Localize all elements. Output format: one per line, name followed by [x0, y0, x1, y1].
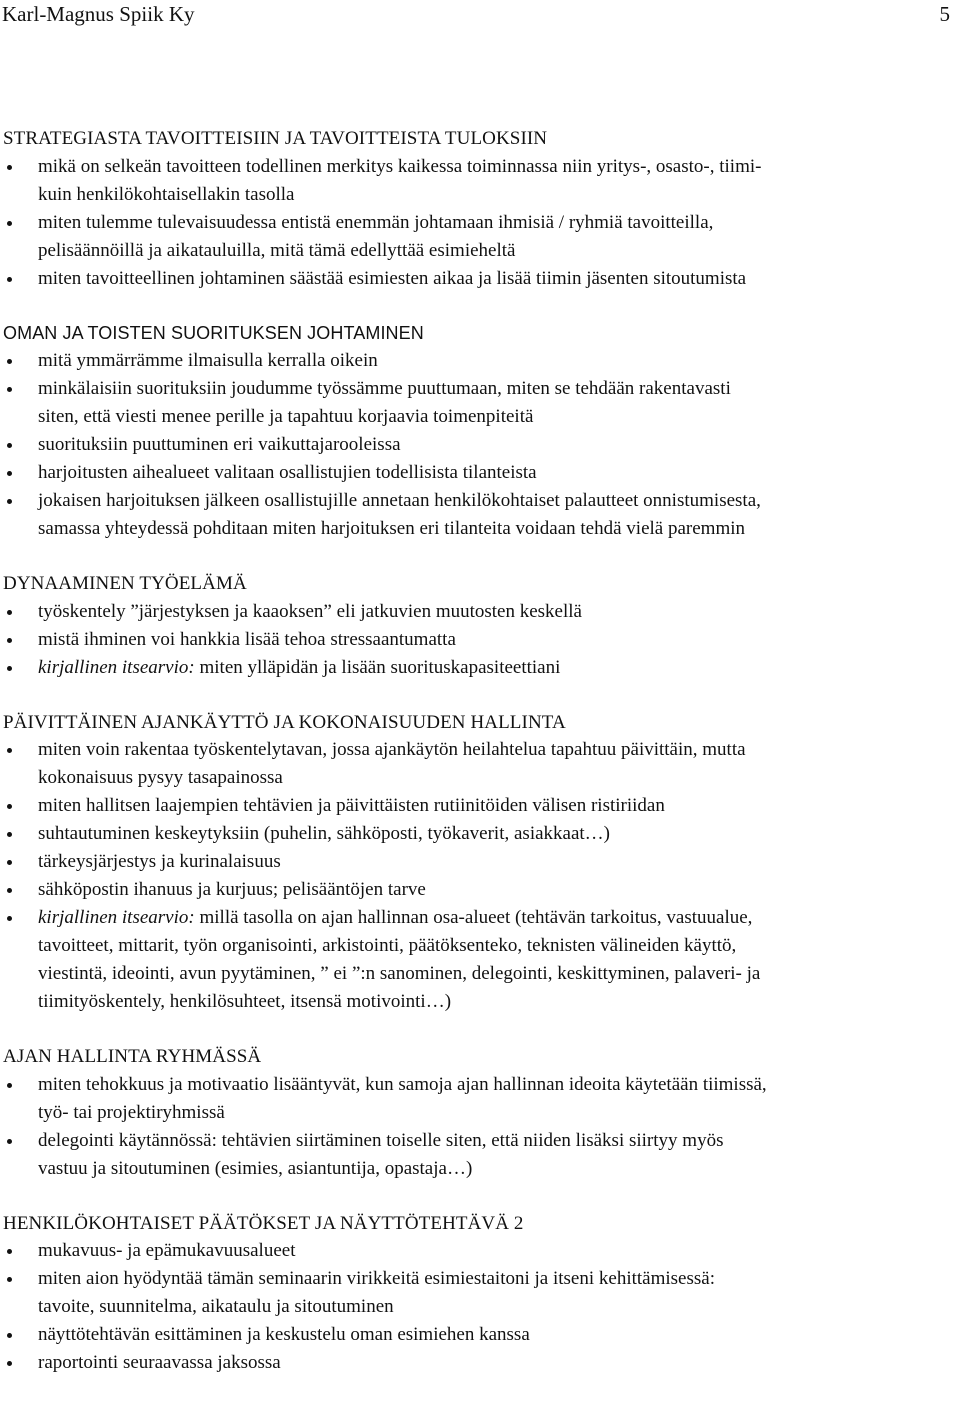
list-item: [0, 1321, 950, 1349]
item-text-line: miten ylläpidän ja lisään suorituskapasiteettiani: [194, 656, 561, 678]
section: [0, 709, 950, 1017]
item-text-line: suhtautuminen keskeytyksiin (puhelin, sähköposti, työkaverit, asiakkaat…): [38, 823, 611, 844]
item-text-line: tavoite, suunnitelma, aikataulu ja sitoutuminen: [38, 1296, 394, 1317]
item-text-line: viestintä, ideointi, avun pyytäminen, ” ei ”:n sanominen, delegointi, keskittyminen, palaveri- ja: [38, 963, 761, 984]
list-item: [0, 654, 950, 682]
list-item: [0, 1071, 950, 1127]
item-text-line: miten voin rakentaa työskentelytavan, jossa ajankäytön heilahtelua tapahtuu päivittäin, mutta: [38, 739, 746, 760]
list-item: [0, 431, 950, 459]
page-header: [2, 2, 950, 28]
item-text-line: delegointi käytännössä: tehtävien siirtäminen toiselle siten, että niiden lisäksi siirtyy myös: [38, 1129, 724, 1151]
italic-lead: kirjallinen itsearvio:: [38, 907, 195, 928]
item-text-line: millä tasolla on ajan hallinnan osa-alueet (tehtävän tarkoitus, vastuualue,: [194, 907, 753, 928]
list-item: [0, 209, 950, 265]
item-text-line: harjoitusten aihealueet valitaan osallistujien todellisista tilanteista: [38, 462, 537, 483]
list-item: [0, 265, 950, 293]
item-text-line: siten, että viesti menee perille ja tapahtuu korjaavia toimenpiteitä: [38, 406, 534, 427]
bullet-list: [0, 598, 950, 682]
item-text-line: tiimityöskentely, henkilösuhteet, itsensä motivointi…): [38, 991, 452, 1012]
section: [0, 125, 950, 293]
list-item: [0, 598, 950, 626]
list-item: [0, 736, 950, 792]
author-name: Karl-Magnus Spiik Ky: [2, 2, 195, 26]
item-text-line: mitä ymmärrämme ilmaisulla kerralla oikein: [38, 350, 378, 371]
section-title: HENKILÖKOHTAISET PÄÄTÖKSET JA NÄYTTÖTEHTÄVÄ 2: [3, 1212, 524, 1234]
item-text-line: työ- tai projektiryhmissä: [38, 1101, 225, 1123]
item-text-line: vastuu ja sitoutuminen (esimies, asiantuntija, opastaja…): [38, 1157, 473, 1179]
item-text-line: tärkeysjärjestys ja kurinalaisuus: [38, 851, 281, 872]
bullet-list: [0, 153, 950, 293]
list-item: [0, 848, 950, 876]
section-title: OMAN JA TOISTEN SUORITUKSEN JOHTAMINEN: [3, 322, 424, 343]
item-text-line: mistä ihminen voi hankkia lisää tehoa stressaantumatta: [38, 628, 456, 650]
list-item: [0, 1127, 950, 1183]
item-text-line: miten aion hyödyntää tämän seminaarin virikkeitä esimiestaitoni ja itseni kehittämisessä:: [38, 1268, 715, 1289]
section-title: DYNAAMINEN TYÖELÄMÄ: [3, 573, 247, 594]
list-item: [0, 153, 950, 209]
bullet-list: [0, 736, 950, 1016]
italic-lead: kirjallinen itsearvio:: [38, 656, 195, 678]
section: [0, 1043, 950, 1183]
list-item: [0, 820, 950, 848]
item-text-line: miten tulemme tulevaisuudessa entistä enemmän johtamaan ihmisiä / ryhmiä tavoitteilla,: [38, 211, 714, 233]
list-item: [0, 904, 950, 1016]
item-text-line: työskentely ”järjestyksen ja kaaoksen” eli jatkuvien muutosten keskellä: [38, 600, 582, 622]
item-text-line: pelisäännöillä ja aikatauluilla, mitä tämä edellyttää esimieheltä: [38, 239, 516, 261]
section: [0, 320, 950, 544]
list-item: [0, 459, 950, 487]
item-text-line: miten tavoitteellinen johtaminen säästää esimiesten aikaa ja lisää tiimin jäsenten sitoutumista: [38, 267, 747, 289]
list-item: [0, 487, 950, 543]
item-text-line: kokonaisuus pysyy tasapainossa: [38, 767, 283, 788]
item-text-line: mikä on selkeän tavoitteen todellinen merkitys kaikessa toiminnassa niin yritys-, osasto-, tiimi-: [38, 155, 762, 177]
item-text-line: näyttötehtävän esittäminen ja keskustelu oman esimiehen kanssa: [38, 1324, 530, 1345]
item-text-line: tavoitteet, mittarit, työn organisointi, arkistointi, päätöksenteko, teknisten välineiden käyttö,: [38, 935, 737, 956]
list-item: [0, 876, 950, 904]
section-title: AJAN HALLINTA RYHMÄSSÄ: [3, 1046, 262, 1067]
section: [0, 1210, 950, 1378]
section-title: PÄIVITTÄINEN AJANKÄYTTÖ JA KOKONAISUUDEN HALLINTA: [3, 711, 566, 733]
item-text-line: kuin henkilökohtaisellakin tasolla: [38, 183, 295, 205]
section-title: STRATEGIASTA TAVOITTEISIIN JA TAVOITTEISTA TULOKSIIN: [3, 128, 548, 149]
list-item: [0, 792, 950, 820]
item-text-line: minkälaisiin suorituksiin joudumme työssämme puuttumaan, miten se tehdään rakentavasti: [38, 378, 731, 399]
page-number: 5: [939, 2, 950, 26]
list-item: [0, 1237, 950, 1265]
list-item: [0, 347, 950, 375]
bullet-list: [0, 1237, 950, 1377]
item-text-line: raportointi seuraavassa jaksossa: [38, 1352, 281, 1373]
item-text-line: samassa yhteydessä pohditaan miten harjoituksen eri tilanteita voidaan tehdä vielä paremmin: [38, 518, 745, 539]
list-item: [0, 1349, 950, 1377]
item-text-line: jokaisen harjoituksen jälkeen osallistujille annetaan henkilökohtaiset palautteet onnistumisesta,: [38, 490, 761, 511]
document-body: [0, 125, 950, 1404]
list-item: [0, 626, 950, 654]
list-item: [0, 1265, 950, 1321]
item-text-line: mukavuus- ja epämukavuusalueet: [38, 1240, 296, 1261]
bullet-list: [0, 347, 950, 543]
bullet-list: [0, 1071, 950, 1183]
item-text-line: miten tehokkuus ja motivaatio lisääntyvät, kun samoja ajan hallinnan ideoita käytetään tiimissä,: [38, 1073, 767, 1095]
section: [0, 570, 950, 682]
item-text-line: miten hallitsen laajempien tehtävien ja päivittäisten rutiinitöiden välisen ristiriidan: [38, 795, 665, 816]
list-item: [0, 375, 950, 431]
item-text-line: sähköpostin ihanuus ja kurjuus; pelisääntöjen tarve: [38, 879, 426, 900]
item-text-line: suorituksiin puuttuminen eri vaikuttajarooleissa: [38, 434, 401, 455]
